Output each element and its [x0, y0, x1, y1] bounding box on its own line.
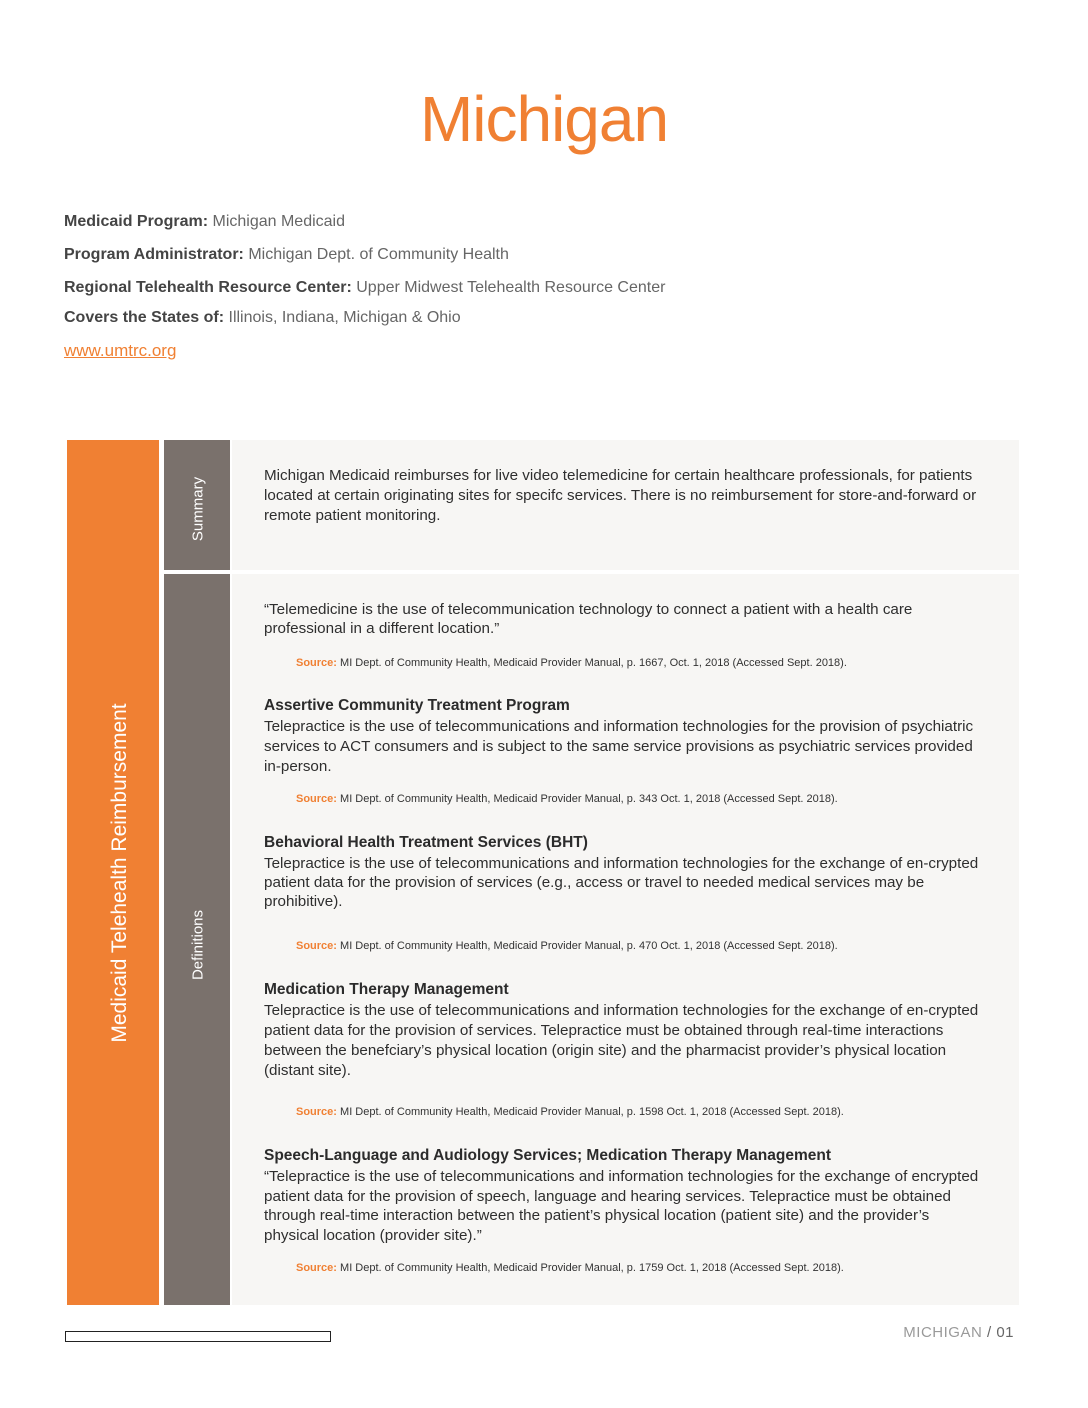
footer-state: MICHIGAN: [903, 1324, 983, 1341]
summary-text: Michigan Medicaid reimburses for live video telemedicine for certain healthcare professionals, for patients located at certain originating sites for specifc services. There is no reimbursement for store-and-forward or remote patient monitoring.: [264, 467, 977, 524]
source-label: Source:: [296, 1262, 337, 1274]
info-label: Covers the States of:: [64, 309, 225, 326]
source-citation: [296, 657, 847, 669]
info-value: Michigan Dept. of Community Health: [248, 246, 509, 263]
source-text: MI Dept. of Community Health, Medicaid Provider Manual, p. 1598 Oct. 1, 2018 (Accessed Sept. 2018).: [340, 1106, 844, 1118]
source-text: MI Dept. of Community Health, Medicaid Provider Manual, p. 343 Oct. 1, 2018 (Accessed Sept. 2018).: [340, 793, 838, 805]
definition-text: Telepractice is the use of telecommunications and information technologies for the exchange of en-crypted patient data for the provision of services (e.g., access or travel to needed medical services may be prohibitive).: [264, 855, 979, 910]
info-value: Upper Midwest Telehealth Resource Center: [356, 279, 666, 296]
section-title: Medicaid Telehealth Reimbursement: [108, 703, 131, 1043]
definition-heading: Speech-Language and Audiology Services; Medication Therapy Management: [264, 1147, 832, 1164]
source-label: Source:: [296, 657, 337, 669]
footer-separator: /: [986, 1324, 992, 1341]
info-resource-center: [64, 279, 665, 297]
definition-intro-quote: “Telemedicine is the use of telecommunication technology to connect a patient with a health care professional in a different location.”: [264, 601, 913, 637]
definition-heading: Behavioral Health Treatment Services (BHT): [264, 834, 588, 851]
website-link[interactable]: www.umtrc.org: [64, 341, 177, 360]
info-program-administrator: [64, 246, 509, 264]
definition-heading: Assertive Community Treatment Program: [264, 697, 570, 714]
source-label: Source:: [296, 1106, 337, 1118]
page-footer: [903, 1324, 1014, 1341]
info-value: Illinois, Indiana, Michigan & Ohio: [228, 309, 461, 326]
page-number: 01: [996, 1324, 1014, 1341]
definition-text: Telepractice is the use of telecommunications and information technologies for the exchange of en-crypted patient data for the provision of services. Telepractice must be obtained through real-time interactions between the benefciary’s physical location (origin site) and the pharmacist provider’s physical location (distant site).: [264, 1002, 979, 1079]
info-label: Medicaid Program:: [64, 213, 209, 230]
source-text: MI Dept. of Community Health, Medicaid Provider Manual, p. 1759 Oct. 1, 2018 (Accessed Sept. 2018).: [340, 1262, 844, 1274]
source-citation: [296, 1262, 844, 1274]
summary-tab-label: Summary: [189, 476, 207, 542]
source-citation: [296, 940, 838, 952]
info-label: Program Administrator:: [64, 246, 244, 263]
info-value: Michigan Medicaid: [212, 213, 345, 230]
definition-heading: Medication Therapy Management: [264, 981, 509, 998]
info-label: Regional Telehealth Resource Center:: [64, 279, 352, 296]
source-text: MI Dept. of Community Health, Medicaid Provider Manual, p. 470 Oct. 1, 2018 (Accessed Sept. 2018).: [340, 940, 838, 952]
info-covered-states: [64, 309, 461, 327]
info-medicaid-program: [64, 213, 345, 231]
source-text: MI Dept. of Community Health, Medicaid Provider Manual, p. 1667, Oct. 1, 2018 (Accessed Sept. 2018).: [340, 657, 847, 669]
definition-text: “Telepractice is the use of telecommunications and information technologies for the exchange of encrypted patient data for the provision of speech, language and hearing services. Telepractice must be obtained through real-time interaction between the patient’s physical location (patient site) and the provider’s physical location (provider site).”: [264, 1168, 979, 1244]
source-label: Source:: [296, 793, 337, 805]
footer-note-box: [65, 1331, 331, 1342]
definition-text: Telepractice is the use of telecommunications and information technologies for the provision of psychiatric services to ACT consumers and is subject to the same service provisions as psychiatric services provided in-person.: [264, 718, 974, 775]
source-label: Source:: [296, 940, 337, 952]
page-title: Michigan: [419, 83, 669, 155]
source-citation: [296, 793, 838, 805]
definitions-tab-label: Definitions: [189, 909, 207, 981]
source-citation: [296, 1106, 844, 1118]
